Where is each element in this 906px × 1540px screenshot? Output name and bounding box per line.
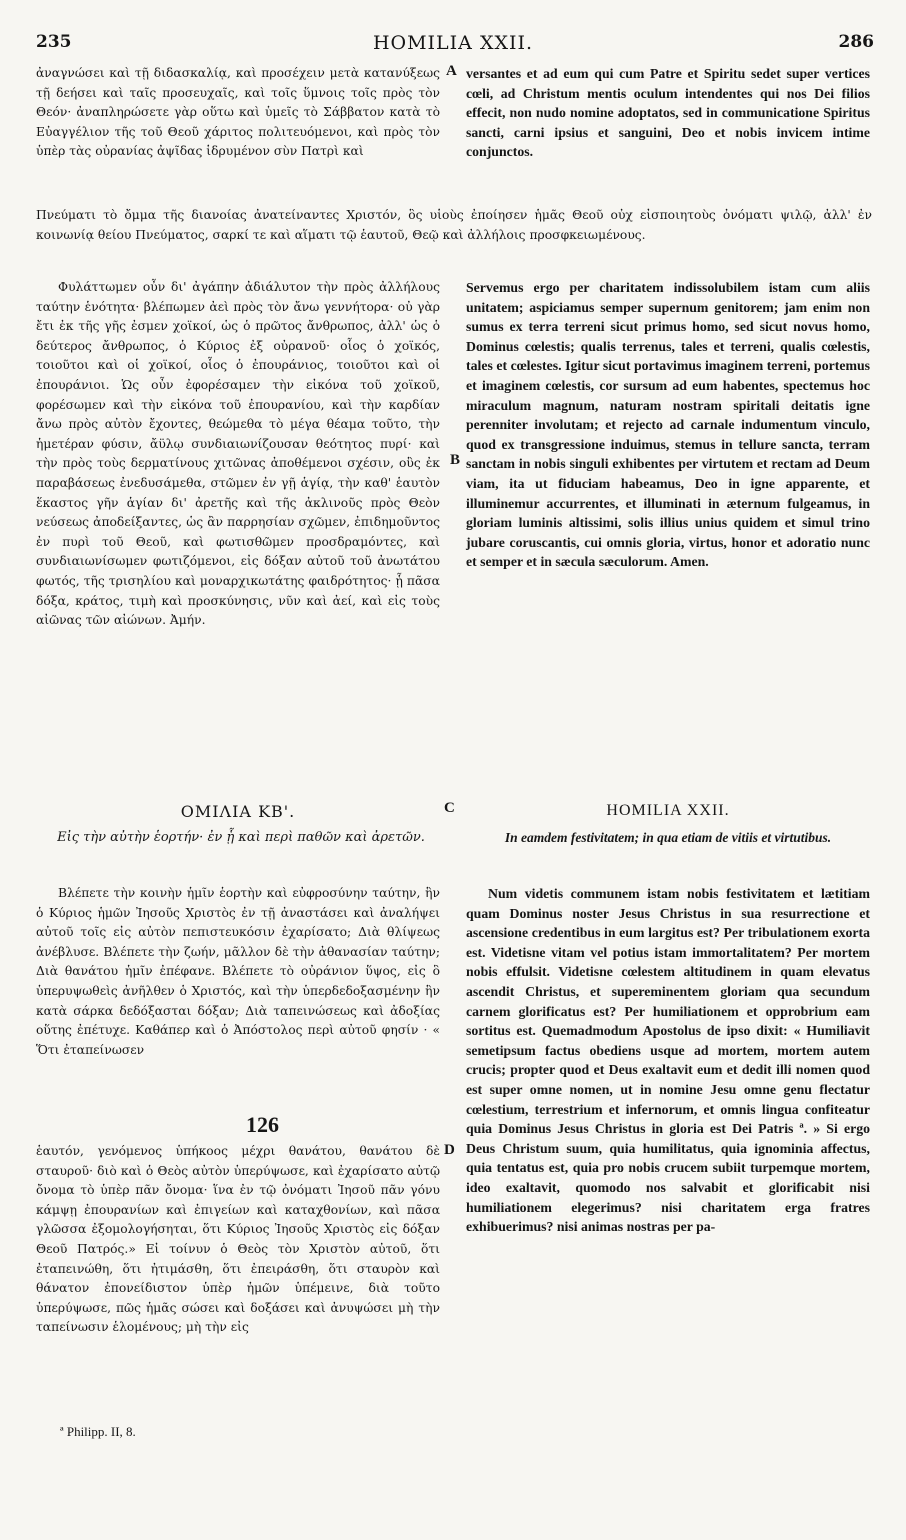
greek-paragraph: Βλέπετε τὴν κοινὴν ἡμῖν ἑορτὴν καὶ εὐφροσύνην ταύτην, ἣν ὁ Κύριος ἡμῶν Ἰησοῦς Χριστὸς ἐν τῇ ἀναστάσει καὶ ἀναλήψει αὐτοῦ τοῖς εἰς αὐτὸν πεπιστευκόσιν ἐχαρίσατο; Διὰ θλίψεως ἀνέβλυσε. Βλέπετε τὴν ζωήν, μᾶλλον δὲ τὴν ἀθανασίαν ταύτην; Διὰ θανάτου ἡμῖν ἐπέφανε. Βλέπετε τὸ οὐράνιον ὕψος, εἰς ὃ ὑπερυψωθεὶς ἀνῆλθεν ὁ Χριστός, καὶ τὴν ὑπερδεδοξασμένην ἣν κατὰ σάρκα δεδόξασται δόξαν; Διὰ ταπεινώσεως καὶ ἀδοξίας οὕτης ἐπέτυχε. Καθάπερ καὶ ὁ Ἀπόστολος περὶ αὐτοῦ φησίν · « Ὅτι ἐταπείνωσεν — [36, 886, 440, 1057]
greek-column-top-1 — [36, 64, 440, 162]
greek-column-bottom-cont — [36, 1142, 440, 1338]
page-number-left: 235 — [36, 32, 72, 52]
running-header — [0, 32, 906, 58]
greek-paragraph: ἀναγνώσει καὶ τῇ διδασκαλίᾳ, καὶ προσέχειν μετὰ κατανύξεως τῇ δεήσει καὶ ταῖς προσευχαῖς, καὶ τοῖς ὕμνοις τοῖς πρὸς τὸν Θεόν· ἀναπληρώσετε γὰρ οὕτω καὶ ὑμεῖς τὸ Σάββατον κατὰ τὸ Εὐαγγέλιον τῆς τοῦ Θεοῦ χάριτος πολιτευόμενοι, καὶ πρὸς τὸν ὑπὲρ τὰς οὐρανίας ἀψῖδας ἱδρυμένον σὺν Πατρὶ καὶ — [36, 66, 440, 159]
greek-column-bottom — [36, 884, 440, 1060]
margin-marker-c: C — [444, 800, 455, 816]
greek-paragraph: Φυλάττωμεν οὖν δι' ἀγάπην ἀδιάλυτον τὴν πρὸς ἀλλήλους ταύτην ἑνότητα· βλέπωμεν ἀεὶ πρὸς τὸν ἄνω γεννήτορα· οὐ γὰρ ἔτι ἐκ τῆς γῆς ἐσμεν χοϊκοί, ὡς ὁ πρῶτος ἄνθρωπος, ἀλλ' ὡς ὁ δεύτερος ἄνθρωπος, ὁ Κύριος ἐξ οὐρανοῦ· οἷος ὁ χοϊκός, τοιοῦτοι καὶ οἱ χοϊκοί, οἷος ὁ ἐπουράνιος, τοιοῦτοι καὶ οἱ ἐπουράνιοι. Ὡς οὖν ἐφορέσαμεν τὴν εἰκόνα τοῦ χοϊκοῦ, φορέσωμεν καὶ τὴν εἰκόνα τοῦ ἐπουρανίου, καὶ τὴν καρδίαν ἄνω πρὸς αὐτὸν ἔχοντες, θεώμεθα τὸ μέγα θέαμα τοῦτο, τὴν ἡμετέραν φύσιν, ἄϋλῳ συνδιαιωνίζουσαν θεότητος πυρί· καὶ τὴν πρὸς τοὺς δερματίνους χιτῶνας ἀποθέμενοι σχέσιν, οὓς ἐκ παραβάσεως ἐνεδυσάμεθα, στῶμεν ἐν γῇ ἁγίᾳ, τὴν καθ' ἑαυτὸν ἕκαστος γῆν ἁγίαν δι' ἀρετῆς καὶ τῆς ἀκλινοῦς πρὸς Θεὸν νεύσεως ἀποδείξαντες, ὡς ἂν παρρησίαν σχῶμεν, ἐπιδημοῦντος ἐν πυρὶ τοῦ Θεοῦ, καὶ φωτισθῶμεν προσδραμόντες, καὶ συνδιαιωνίσωμεν φωτιζόμενοι, εἰς δόξαν αὐτοῦ τοῦ ἀνωτάτου φωτός, τῆς τρισηλίου καὶ μοναρχικωτάτης φαιδρότητος· ᾗ πᾶσα δόξα, κράτος, τιμὴ καὶ προσκύνησις, νῦν καὶ ἀεί, καὶ εἰς τοὺς αἰῶνας τῶν αἰώνων. Ἀμήν. — [36, 280, 440, 628]
greek-homily-subtitle: Εἰς τὴν αὐτὴν ἑορτήν· ἐν ᾗ καὶ περὶ παθῶν καὶ ἀρετῶν. — [57, 830, 425, 845]
latin-paragraph: Num videtis communem istam nobis festivitatem et lætitiam quam Dominus noster Jesus Christus in sua resurrectione et ascensione credentibus in eum largitus est? Per tribulationem exorta est. Videtisne vitam vel potius istam immortalitatem? Per mortem nobis effulsit. Videtisne cœlestem altitudinem in quam elevatus ascendit Christus, et supereminentem gloriam qua secundum carnem glorificatus est? Per humiliationem et opprobrium eam sortitus est. Quemadmodum Apostolus de ipso dixit: « Humiliavit semetipsum factus obediens usque ad mortem, mortem autem crucis; propter quod et Deus exaltavit eum et dedit illi nomen quod est super omne nomen, ut in nomine Jesu omne genu flectatur cœlestium, terrestrium et infernorum, et omnis lingua confiteatur quia Dominus Jesus Christus in gloria est Dei Patris ª. » Si ergo Deus Christum suum, quia humilitatus, quia ignominia affectus, quia tentatus est, quia pro nobis crucem subiit turpemque mortem, ideo exaltavit, quomodo nos salvabit et glorificabit nisi humiliationem elegerimus? nisi charitatem erga fratres exhibuerimus? nisi animas nostras per pa- — [466, 886, 870, 1235]
greek-paragraph: Πνεύματι τὸ ὄμμα τῆς διανοίας ἀνατείναντες Χριστόν, ὃς υἱοὺς ἐποίησεν ἡμᾶς Θεοῦ οὐχ εἰσποιητοὺς ὀνόματι ψιλῷ, ἀλλ' ἐν κοινωνίᾳ θείου Πνεύματος, σαρκί τε καὶ αἵματι τῷ ἑαυτοῦ, Θεῷ καὶ ἀλλήλοις προσφκειωμένους. — [36, 208, 872, 242]
greek-fullwidth-line — [36, 206, 872, 245]
latin-column-top-2 — [466, 278, 870, 572]
greek-homily-title: ΟΜΙΛΙΑ ΚΒ'. — [180, 802, 296, 821]
footnote: ª Philipp. II, 8. — [60, 1424, 136, 1439]
margin-marker-b: B — [450, 452, 461, 468]
margin-marker-a: A — [446, 63, 457, 79]
latin-paragraph: versantes et ad eum qui cum Patre et Spiritu sedet super vertices cœli, ad Christum mentis oculum intendentes qui nos Dei filios effecit, non nudo nomine adoptatos, sed in communicatione Spiritus sancti, carni ipsius et sanguini, Deo et nobis invicem intime conjunctos. — [466, 66, 870, 160]
latin-homily-title: HOMILIA XXII. — [606, 802, 730, 819]
latin-homily-subtitle: In eamdem festivitatem; in qua etiam de vitiis et virtutibus. — [504, 830, 832, 845]
latin-column-bottom — [466, 884, 870, 1237]
latin-column-top-1 — [466, 64, 870, 162]
running-title: HOMILIA XXII. — [372, 32, 534, 54]
margin-marker-d: D — [444, 1142, 455, 1158]
page-number-right: 286 — [838, 32, 874, 52]
greek-paragraph: ἑαυτόν, γενόμενος ὑπήκοος μέχρι θανάτου, θανάτου δὲ σταυροῦ· διὸ καὶ ὁ Θεὸς αὐτὸν ὑπερύψωσε, καὶ ἐχαρίσατο αὐτῷ ὄνομα τὸ ὑπὲρ πᾶν ὄνομα· ἵνα ἐν τῷ ὀνόματι Ἰησοῦ πᾶν γόνυ κάμψῃ ἐπουρανίων καὶ ἐπιγείων καὶ καταχθονίων, καὶ πᾶσα γλῶσσα ἐξομολογήσηται, ὅτι Κύριος Ἰησοῦς Χριστὸς εἰς δόξαν Θεοῦ Πατρός.» Εἰ τοίνυν ὁ Θεὸς τὸν Χριστὸν αὐτοῦ, ὅτι ἐταπεινώθη, ὅτι ἠτιμάσθη, ὅτι ἐπειράσθη, ὅτι σταυρὸν καὶ θάνατον ἐπονείδιστον ὑπὲρ ἡμῶν ὑπέμεινε, διὰ τοῦτο ὑπερύψωσε, πῶς ἡμᾶς σώσει καὶ δοξάσει καὶ ἀνυψώσει μὴ τὴν ταπείνωσιν ἑλομένους; μὴ τὴν εἰς — [36, 1144, 440, 1335]
greek-column-top-2 — [36, 278, 440, 631]
latin-paragraph: Servemus ergo per charitatem indissolubilem istam cum aliis unitatem; aspiciamus semper supernum genitorem; jam enim non sumus ex terra terreni sicut primus homo, sed sicut novus homo, Dominus cœlestis; qualis terrenus, tales et terreni, qualis cœlestis, tales et cœlestes. Igitur sicut portavimus imaginem terreni, portemus et imaginem cœlestis, cor sursum ad eum habentes, spectemus hoc miraculum magnum, naturam nostram spiritali deitatis igne perenniter involutam; et rejecto ad carnale indumentum vinculo, quod ex transgressione induimus, stemus in tellure sancta, terram sanctam in nobis singuli exhibentes per virtutem et rectam ad Deum viam, ita ut fiduciam habeamus, Deo in igne apparente, et illuminemur accurrentes, et illuminati in æternum fulgeamus, in gloriam luminis altissimi, solis illius unius quidem et simul trino jubare coruscantis, cui omnis gloria, virtus, honor et adoratio nunc et semper et in sæcula sæculorum. Amen. — [466, 280, 870, 570]
column-number: 126 — [246, 1112, 279, 1137]
